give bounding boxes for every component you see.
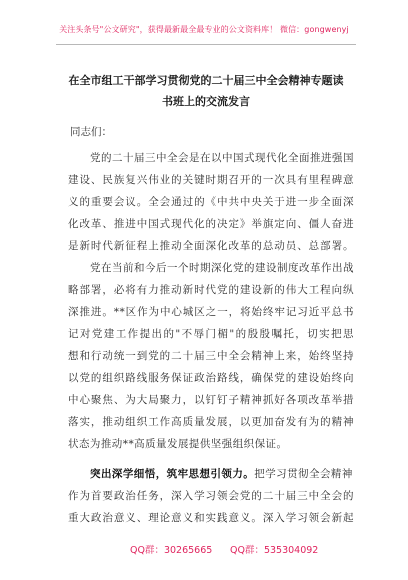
paragraph-1-line: 党的二十届三中全会是在以中国式现代化全面推进强国: [90, 152, 354, 164]
paragraph-2-line: 深推进。**区作为中心城区之一，将始终牢记习近平总书: [68, 306, 354, 318]
document-title-line-2: 书班上的交流发言: [162, 95, 250, 108]
paragraph-1-line: 是新时代新征程上推动全面深化改革的总动员、总部署。: [68, 240, 354, 252]
paragraph-3-lead-heading: 突出深学细悟，筑牢思想引领力。: [90, 468, 255, 480]
paragraph-2-line: 以党的组织路线服务保证政治路线，确保党的建设始终向: [68, 372, 354, 384]
header-banner: 关注头条号"公文研究"，获得最新最全最专业的公文资料库！ 微信：gongwenyj: [59, 25, 349, 34]
paragraph-2-line: 略部署，必将有力推动新时代党的建设新的伟大工程向纵: [68, 284, 354, 296]
paragraph-1-line: 建设、民族复兴伟业的关键时期召开的一次具有里程碑意: [68, 174, 354, 186]
paragraph-1-line: 义的重要会议。全会通过的《中共中央关于进一步全面深: [68, 196, 354, 208]
paragraph-2-line: 记对党建工作提出的"不辱门楣"的殷殷嘱托，切实把思: [68, 328, 354, 340]
paragraph-3-line: 作为首要政治任务，深入学习领会党的二十届三中全会的: [68, 490, 354, 502]
paragraph-2-line: 落实，推动组织工作高质量发展，以更加奋发有为的精神: [68, 416, 354, 428]
paragraph-2-line: 状态为推动**高质量发展提供坚强组织保证。: [68, 438, 288, 450]
paragraph-3-first-line: [90, 466, 354, 481]
paragraph-2-line: 想和行动统一到党的二十届三中全会精神上来，始终坚持: [68, 350, 354, 362]
salutation: 同志们：: [70, 126, 112, 138]
paragraph-2-line: 中心聚焦、为大局聚力，以钉钉子精神抓好各项改革举措: [68, 394, 354, 406]
paragraph-2-line: 党在当前和今后一个时期深化党的建设制度改革作出战: [90, 262, 354, 274]
paragraph-1-line: 化改革、推进中国式现代化的决定》举旗定向、僵人奋进: [68, 218, 354, 230]
header-divider: [56, 44, 356, 45]
footer-qq-group-1: QQ群：30265665: [130, 545, 213, 556]
document-title-line-1: 在全市组工干部学习贯彻党的二十届三中全会精神专题读: [68, 74, 344, 87]
paragraph-3-line: 重大政治意义、理论意义和实践意义。深入学习领会新起: [68, 512, 354, 524]
paragraph-3-lead-rest: 把学习贯彻全会精神: [254, 468, 353, 480]
footer-qq-group-2: QQ群：535304092: [230, 545, 319, 556]
